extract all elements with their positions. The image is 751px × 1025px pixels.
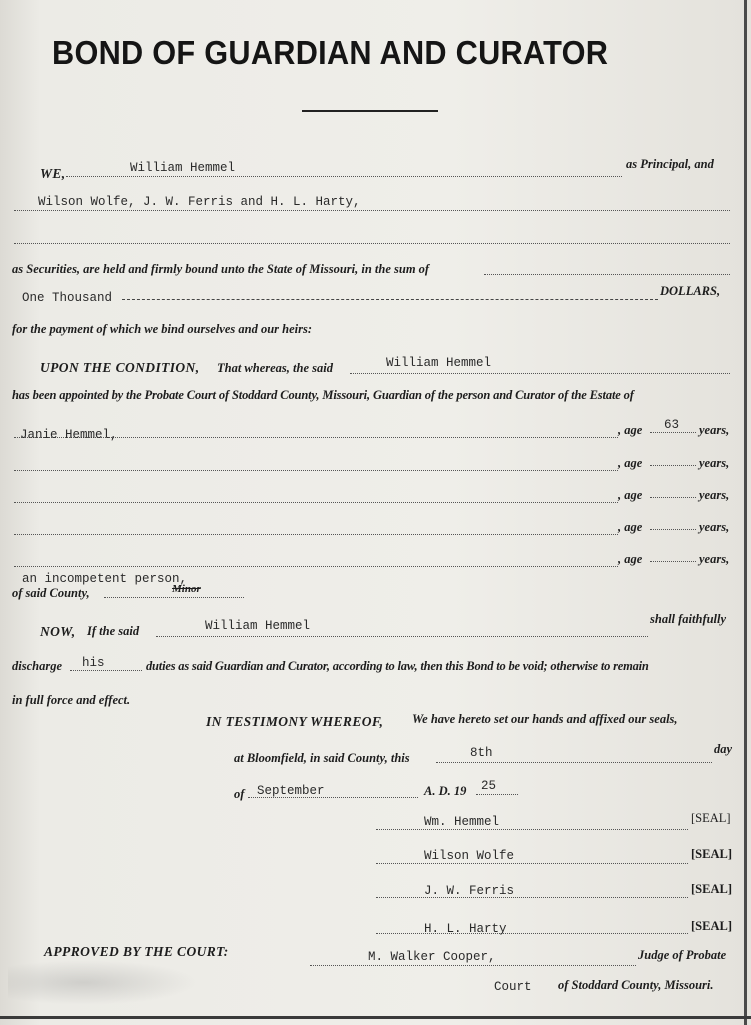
- now-text: If the said: [87, 624, 140, 638]
- signature-4: H. L. Harty: [424, 922, 507, 936]
- seal-label-1: [SEAL]: [691, 811, 731, 825]
- age-line-5: [650, 561, 696, 562]
- court-typed: Court: [494, 980, 532, 994]
- years-label-5: years,: [699, 552, 730, 566]
- judge-line: [310, 965, 636, 966]
- pronoun: his: [82, 656, 105, 670]
- condition-label: UPON THE CONDITION,: [40, 360, 200, 375]
- appointed-text: has been appointed by the Probate Court of Stoddard County, Missouri, Guardian of the person and Curator of the Estate of: [12, 388, 634, 402]
- age-line-3: [650, 497, 696, 498]
- full-force-text: in full force and effect.: [12, 693, 131, 707]
- day-line: [436, 762, 712, 763]
- age-label-1: , age: [618, 423, 643, 437]
- ward-name: Janie Hemmel,: [20, 428, 118, 442]
- ward-line-2: [14, 470, 618, 471]
- age-label-2: , age: [618, 456, 643, 470]
- signature-line-1: [376, 829, 688, 830]
- signature-line-4: [376, 933, 688, 934]
- of-label: of: [234, 787, 245, 801]
- of-stoddard: of Stoddard County, Missouri.: [558, 978, 714, 992]
- testimony-text: We have hereto set our hands and affixed our seals,: [412, 712, 678, 726]
- day-value: 8th: [470, 746, 493, 760]
- now-name: William Hemmel: [205, 619, 311, 633]
- condition-line: [350, 373, 730, 374]
- signature-1: Wm. Hemmel: [424, 815, 500, 829]
- securities-line-2: [14, 243, 730, 244]
- seal-label-4: [SEAL]: [691, 919, 732, 933]
- condition-text: That whereas, the said: [217, 361, 333, 375]
- judge-of-probate: Judge of Probate: [638, 948, 727, 962]
- principal-line: [66, 176, 622, 177]
- judge-name: M. Walker Cooper,: [368, 950, 496, 964]
- seal-label-3: [SEAL]: [691, 882, 732, 896]
- of-said-county: of said County,: [12, 586, 90, 600]
- county-line: [104, 597, 244, 598]
- document-title: BOND OF GUARDIAN AND CURATOR: [52, 34, 609, 71]
- incompetent-text: an incompetent person,: [22, 572, 188, 586]
- shall-faithfully: shall faithfully: [650, 612, 727, 626]
- years-label-2: years,: [699, 456, 730, 470]
- payment-clause: for the payment of which we bind ourselves and our heirs:: [12, 322, 313, 336]
- sum-dash-line: [122, 299, 658, 300]
- signature-line-3: [376, 897, 688, 898]
- age-line-4: [650, 529, 696, 530]
- sum-words: One Thousand: [22, 291, 113, 305]
- age-label-5: , age: [618, 552, 643, 566]
- now-line: [156, 636, 648, 637]
- years-label-3: years,: [699, 488, 730, 502]
- securities-line-1: [14, 210, 730, 211]
- we-label: WE,: [40, 166, 66, 181]
- age-value-1: 63: [664, 418, 680, 432]
- years-label-1: years,: [699, 423, 730, 437]
- signature-2: Wilson Wolfe: [424, 849, 515, 863]
- as-principal-text: as Principal, and: [626, 157, 714, 171]
- ward-line-4: [14, 534, 618, 535]
- pronoun-line: [70, 670, 142, 671]
- year-value: 25: [481, 779, 497, 793]
- principal-name: William Hemmel: [130, 161, 236, 175]
- page-edge-bottom: [0, 1016, 751, 1019]
- year-line: [476, 794, 518, 795]
- ward-line-3: [14, 502, 618, 503]
- signature-line-2: [376, 863, 688, 864]
- seal-label-2: [SEAL]: [691, 847, 732, 861]
- now-label: NOW,: [40, 624, 76, 639]
- dollars-label: DOLLARS,: [660, 284, 721, 298]
- securities-names: Wilson Wolfe, J. W. Ferris and H. L. Harty,: [38, 195, 361, 209]
- age-line-1: [650, 432, 696, 433]
- ward-line-5: [14, 566, 618, 567]
- bleed-through-smudge: [8, 960, 198, 1005]
- ad-label: A. D. 19: [424, 784, 467, 798]
- duties-text: duties as said Guardian and Curator, according to law, then this Bond to be void; otherwise to remain: [146, 659, 649, 673]
- signature-3: J. W. Ferris: [424, 884, 515, 898]
- as-securities-text: as Securities, are held and firmly bound unto the State of Missouri, in the sum of: [12, 262, 430, 276]
- title-rule: [302, 110, 438, 112]
- page-edge-right: [744, 0, 747, 1025]
- at-bloomfield-text: at Bloomfield, in said County, this: [234, 751, 410, 765]
- discharge-label: discharge: [12, 659, 62, 673]
- day-label: day: [714, 742, 733, 756]
- approved-label: APPROVED BY THE COURT:: [44, 944, 229, 959]
- age-label-3: , age: [618, 488, 643, 502]
- month-value: September: [257, 784, 325, 798]
- age-line-2: [650, 465, 696, 466]
- condition-name: William Hemmel: [386, 356, 492, 370]
- minor-struck: Minor: [172, 583, 201, 595]
- age-label-4: , age: [618, 520, 643, 534]
- sum-line: [484, 274, 730, 275]
- testimony-label: IN TESTIMONY WHEREOF,: [206, 714, 384, 729]
- years-label-4: years,: [699, 520, 730, 534]
